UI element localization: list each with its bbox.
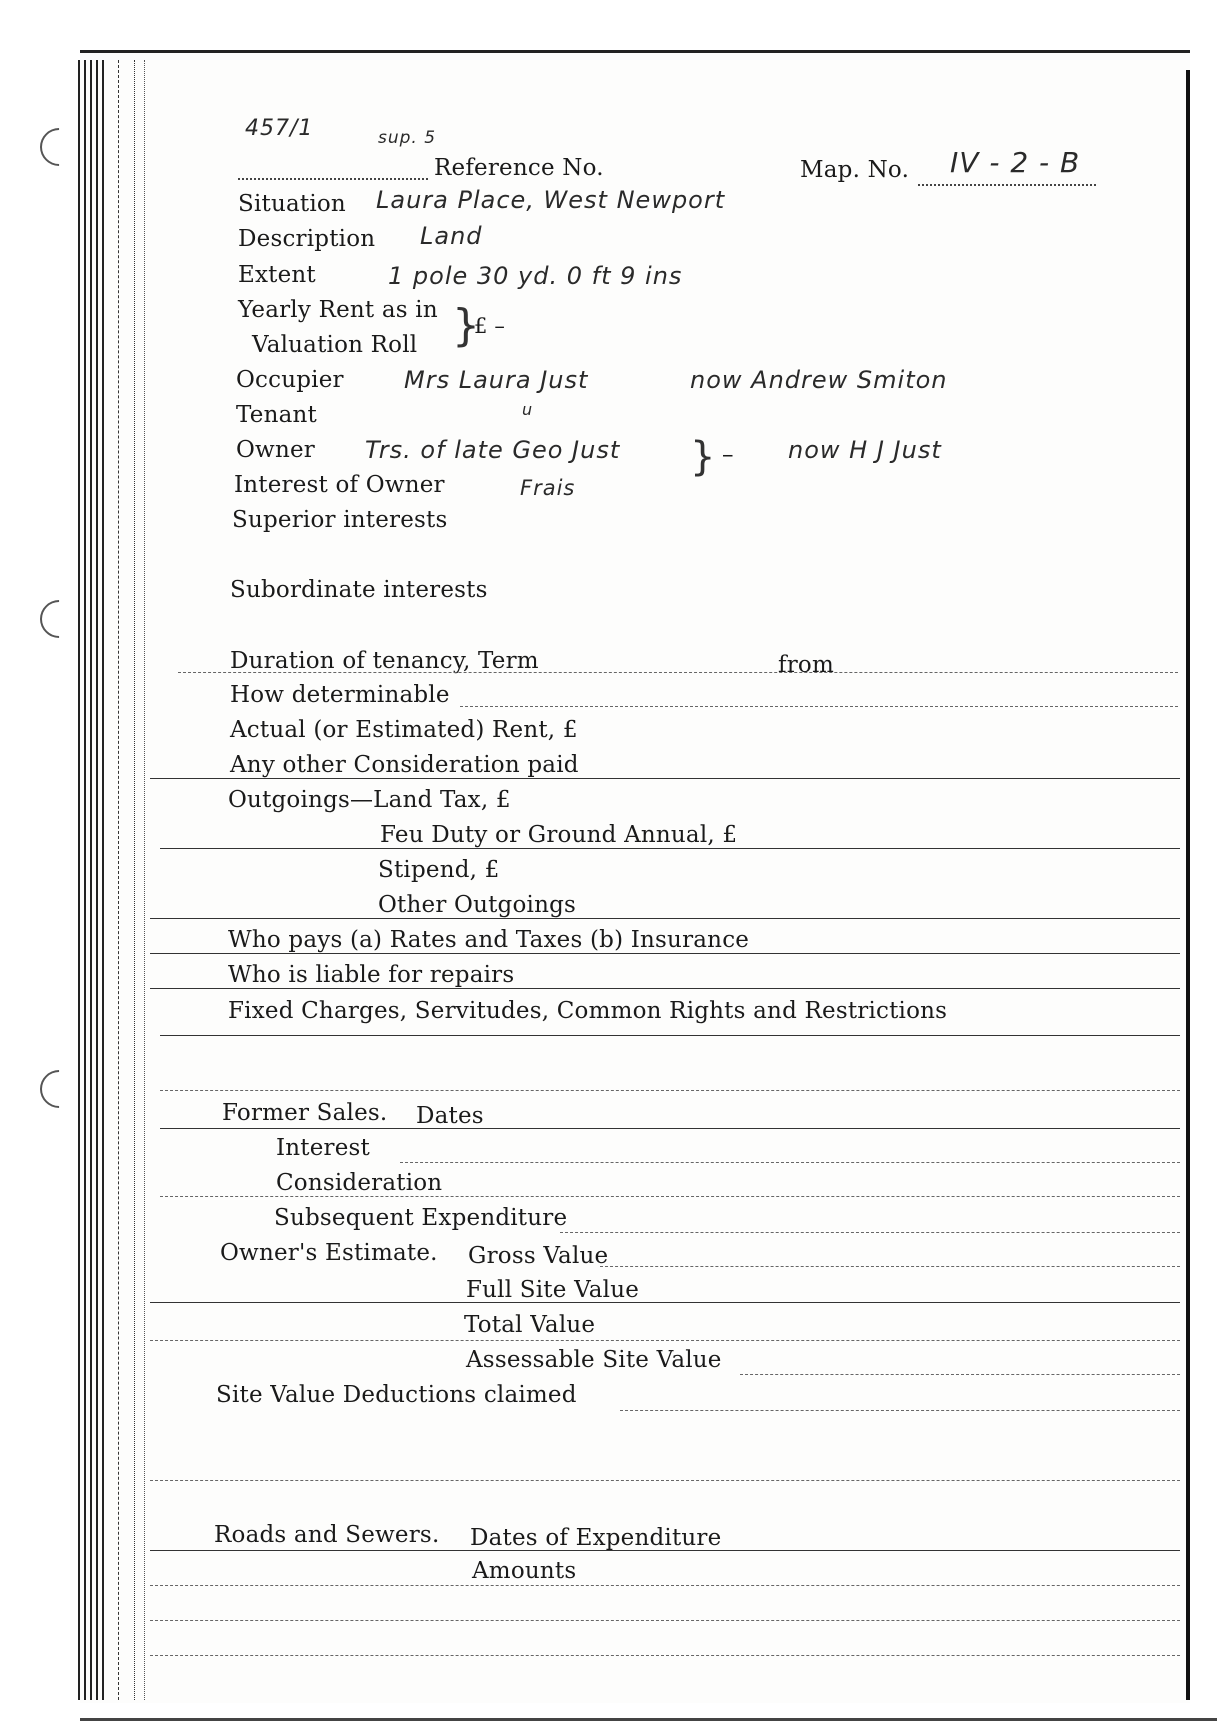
actual-rent-label: Actual (or Estimated) Rent, £ (230, 717, 578, 743)
roads-sewers-label: Roads and Sewers. (214, 1522, 440, 1548)
repairs-line (150, 988, 1180, 989)
map-label: Map. No. (800, 157, 910, 183)
superior-interests-label: Superior interests (232, 507, 448, 533)
feu-duty-line (160, 848, 1180, 849)
interest-label: Interest (276, 1135, 371, 1161)
deductions-line-2 (150, 1480, 1180, 1481)
tenant-value: u (522, 400, 534, 419)
owner-value: Trs. of late Geo Just (365, 436, 621, 464)
total-value-label: Total Value (464, 1312, 596, 1338)
yearly-rent-brace: } (452, 300, 480, 351)
page-binding (78, 60, 168, 1700)
occupier-now-value: now Andrew Smiton (690, 366, 948, 394)
site-value-deductions-label: Site Value Deductions claimed (216, 1382, 577, 1408)
page-right-edge (1186, 70, 1190, 1700)
repairs-label: Who is liable for repairs (228, 962, 515, 988)
feu-duty-label: Feu Duty or Ground Annual, £ (380, 822, 738, 848)
situation-value: Laura Place, West Newport (376, 186, 726, 214)
other-outgoings-line (150, 918, 1180, 919)
fixed-charges-line-2 (160, 1090, 1180, 1091)
subsequent-line (560, 1232, 1180, 1233)
dates-expenditure-label: Dates of Expenditure (470, 1525, 722, 1551)
deductions-line (620, 1410, 1180, 1411)
assessable-site-value-label: Assessable Site Value (466, 1347, 722, 1373)
amounts-line (150, 1585, 1180, 1586)
consideration-line-2 (160, 1196, 1180, 1197)
subordinate-interests-label: Subordinate interests (230, 577, 488, 603)
reference-number-line (238, 178, 428, 180)
other-consideration-label: Any other Consideration paid (230, 752, 579, 778)
consideration-line (150, 778, 1180, 779)
map-number-line (918, 184, 1096, 186)
owner-now-value: now H J Just (788, 436, 942, 464)
from-label: from (778, 652, 834, 678)
owner-brace: } (690, 434, 716, 480)
total-value-line (150, 1340, 1180, 1341)
interest-owner-label: Interest of Owner (234, 472, 445, 498)
who-pays-line (150, 953, 1180, 954)
former-sales-label: Former Sales. (222, 1100, 388, 1126)
former-dates-line (160, 1128, 1180, 1129)
yearly-rent-value: £ – (474, 314, 506, 338)
stipend-label: Stipend, £ (378, 857, 500, 883)
description-value: Land (420, 222, 483, 250)
extent-label: Extent (238, 262, 316, 288)
consideration-label: Consideration (276, 1170, 443, 1196)
how-determinable-label: How determinable (230, 682, 450, 708)
extent-value: 1 pole 30 yd. 0 ft 9 ins (388, 262, 683, 290)
interest-owner-value: Frais (520, 476, 576, 500)
map-value: IV - 2 - B (950, 146, 1081, 179)
occupier-value: Mrs Laura Just (404, 366, 589, 394)
occupier-label: Occupier (236, 367, 344, 393)
full-site-value-label: Full Site Value (466, 1277, 640, 1303)
other-outgoings-label: Other Outgoings (378, 892, 577, 918)
reference-label: Reference No. (434, 155, 604, 181)
former-sales-dates-label: Dates (416, 1103, 484, 1129)
valuation-roll-label: Valuation Roll (252, 332, 418, 358)
duration-line (178, 672, 1178, 673)
outgoings-land-tax-label: Outgoings—Land Tax, £ (228, 787, 511, 813)
gross-value-label: Gross Value (468, 1243, 609, 1269)
interest-line (400, 1162, 1180, 1163)
duration-tenancy-label: Duration of tenancy, Term (230, 648, 539, 674)
owners-estimate-label: Owner's Estimate. (220, 1240, 438, 1266)
subsequent-expenditure-label: Subsequent Expenditure (274, 1205, 568, 1231)
tenant-label: Tenant (236, 402, 317, 428)
page-bottom-edge (80, 1718, 1217, 1721)
owner-label: Owner (236, 437, 315, 463)
fixed-charges-line (160, 1035, 1180, 1036)
full-site-line (150, 1302, 1180, 1303)
description-label: Description (238, 226, 376, 252)
amounts-line-2 (150, 1620, 1180, 1621)
yearly-rent-label: Yearly Rent as in (238, 297, 438, 323)
how-determinable-line (460, 706, 1178, 707)
reference-sup-value: sup. 5 (378, 128, 437, 148)
roads-line (150, 1550, 1180, 1551)
assessable-line (740, 1374, 1180, 1375)
who-pays-label: Who pays (a) Rates and Taxes (b) Insurance (228, 927, 750, 953)
owner-dash: – (722, 442, 734, 468)
fixed-charges-label: Fixed Charges, Servitudes, Common Rights and Restrictions (228, 998, 948, 1024)
situation-label: Situation (238, 191, 346, 217)
amounts-line-3 (150, 1655, 1180, 1656)
gross-value-line (600, 1266, 1180, 1267)
amounts-label: Amounts (472, 1558, 577, 1584)
reference-number-value: 457/1 (245, 116, 314, 141)
